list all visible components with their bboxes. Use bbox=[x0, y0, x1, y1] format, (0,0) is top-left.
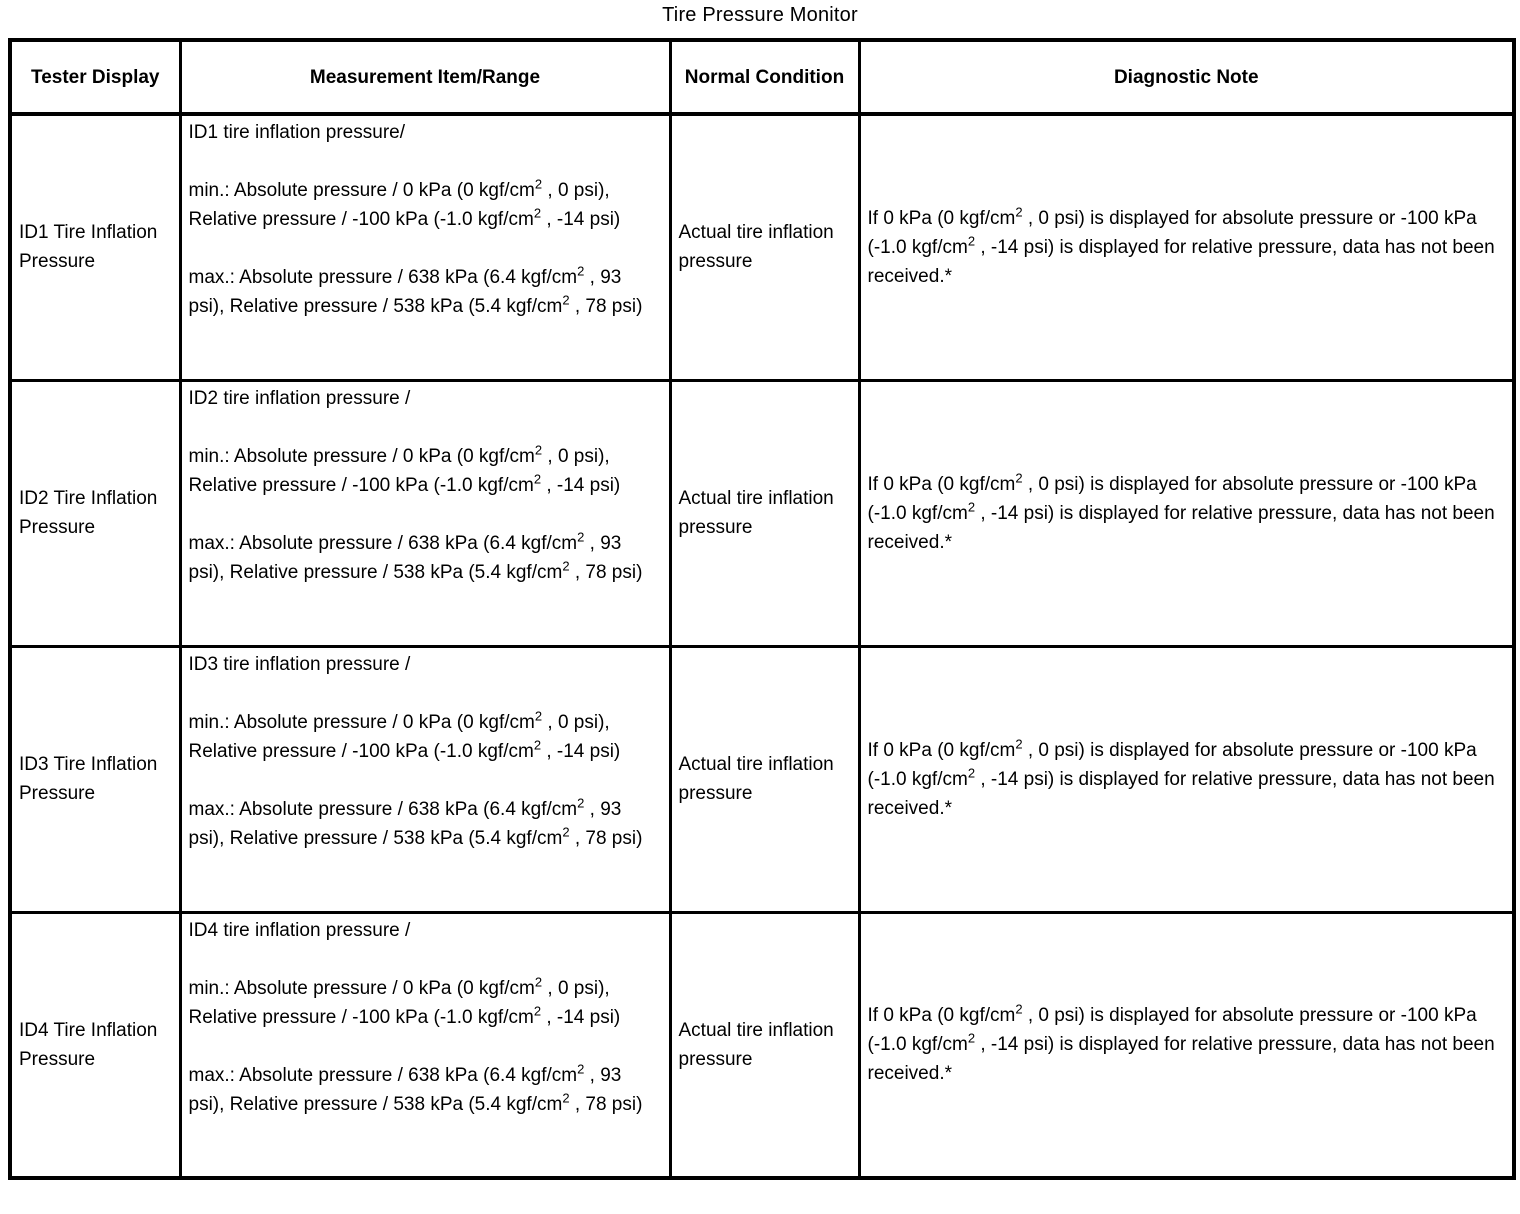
page-title: Tire Pressure Monitor bbox=[662, 4, 858, 26]
table-row-id1 bbox=[10, 114, 1514, 380]
diagnostic-note-cell: If 0 kPa (0 kgf/$cm^2$ , 0 psi) is displayed for absolute pressure or -100 kPa (-1.0 kgf/$cm^2$ , -14 psi) is displayed for relative pressure, data has not been received.* bbox=[859, 646, 1514, 912]
table-row-id2 bbox=[10, 380, 1514, 646]
normal-condition-cell: Actual tire inflation pressure bbox=[670, 380, 859, 646]
measurement-cell bbox=[180, 380, 670, 646]
tire-pressure-monitor-table bbox=[8, 38, 1516, 1180]
measurement-max: max.: Absolute pressure / 638 kPa (6.4 kgf/$cm^2$ , 93 psi), Relative pressure / 538 kPa (5.4 kgf/$cm^2$ , 78 psi) bbox=[188, 263, 643, 317]
diagnostic-note-cell: If 0 kPa (0 kgf/$cm^2$ , 0 psi) is displayed for absolute pressure or -100 kPa (-1.0 kgf/$cm^2$ , -14 psi) is displayed for relative pressure, data has not been received.* bbox=[859, 912, 1514, 1178]
column-header-normal-condition: Normal Condition bbox=[670, 40, 859, 114]
column-header-tester-display: Tester Display bbox=[10, 40, 180, 114]
tester-display-cell: ID2 Tire Inflation Pressure bbox=[10, 380, 180, 646]
column-header-measurement-item-range: Measurement Item/Range bbox=[180, 40, 670, 114]
measurement-min: min.: Absolute pressure / 0 kPa (0 kgf/$cm^2$ , 0 psi), Relative pressure / -100 kPa (-1.0 kgf/$cm^2$ , -14 psi) bbox=[188, 974, 621, 1028]
tester-display-cell: ID1 Tire Inflation Pressure bbox=[10, 114, 180, 380]
measurement-min: min.: Absolute pressure / 0 kPa (0 kgf/$cm^2$ , 0 psi), Relative pressure / -100 kPa (-1.0 kgf/$cm^2$ , -14 psi) bbox=[188, 176, 621, 230]
tester-display-cell: ID3 Tire Inflation Pressure bbox=[10, 646, 180, 912]
header-row bbox=[10, 40, 1514, 114]
measurement-max: max.: Absolute pressure / 638 kPa (6.4 kgf/$cm^2$ , 93 psi), Relative pressure / 538 kPa (5.4 kgf/$cm^2$ , 78 psi) bbox=[188, 1061, 643, 1115]
diagnostic-note-cell: If 0 kPa (0 kgf/$cm^2$ , 0 psi) is displayed for absolute pressure or -100 kPa (-1.0 kgf/$cm^2$ , -14 psi) is displayed for relative pressure, data has not been received.* bbox=[859, 114, 1514, 380]
measurement-min: min.: Absolute pressure / 0 kPa (0 kgf/$cm^2$ , 0 psi), Relative pressure / -100 kPa (-1.0 kgf/$cm^2$ , -14 psi) bbox=[188, 708, 621, 762]
tester-display-cell: ID4 Tire Inflation Pressure bbox=[10, 912, 180, 1178]
normal-condition-cell: Actual tire inflation pressure bbox=[670, 912, 859, 1178]
normal-condition-cell: Actual tire inflation pressure bbox=[670, 646, 859, 912]
measurement-cell bbox=[180, 646, 670, 912]
measurement-cell bbox=[180, 912, 670, 1178]
column-header-diagnostic-note: Diagnostic Note bbox=[859, 40, 1514, 114]
measurement-item: ID4 tire inflation pressure / bbox=[188, 919, 411, 941]
measurement-max: max.: Absolute pressure / 638 kPa (6.4 kgf/$cm^2$ , 93 psi), Relative pressure / 538 kPa (5.4 kgf/$cm^2$ , 78 psi) bbox=[188, 795, 643, 849]
measurement-item: ID3 tire inflation pressure / bbox=[188, 653, 411, 675]
diagnostic-note-cell: If 0 kPa (0 kgf/$cm^2$ , 0 psi) is displayed for absolute pressure or -100 kPa (-1.0 kgf/$cm^2$ , -14 psi) is displayed for relative pressure, data has not been received.* bbox=[859, 380, 1514, 646]
table-row-id3 bbox=[10, 646, 1514, 912]
measurement-max: max.: Absolute pressure / 638 kPa (6.4 kgf/$cm^2$ , 93 psi), Relative pressure / 538 kPa (5.4 kgf/$cm^2$ , 78 psi) bbox=[188, 529, 643, 583]
measurement-min: min.: Absolute pressure / 0 kPa (0 kgf/$cm^2$ , 0 psi), Relative pressure / -100 kPa (-1.0 kgf/$cm^2$ , -14 psi) bbox=[188, 442, 621, 496]
measurement-item: ID1 tire inflation pressure/ bbox=[188, 122, 405, 143]
measurement-cell bbox=[180, 114, 670, 380]
measurement-item: ID2 tire inflation pressure / bbox=[188, 387, 411, 409]
table-row-id4 bbox=[10, 912, 1514, 1178]
normal-condition-cell: Actual tire inflation pressure bbox=[670, 114, 859, 380]
